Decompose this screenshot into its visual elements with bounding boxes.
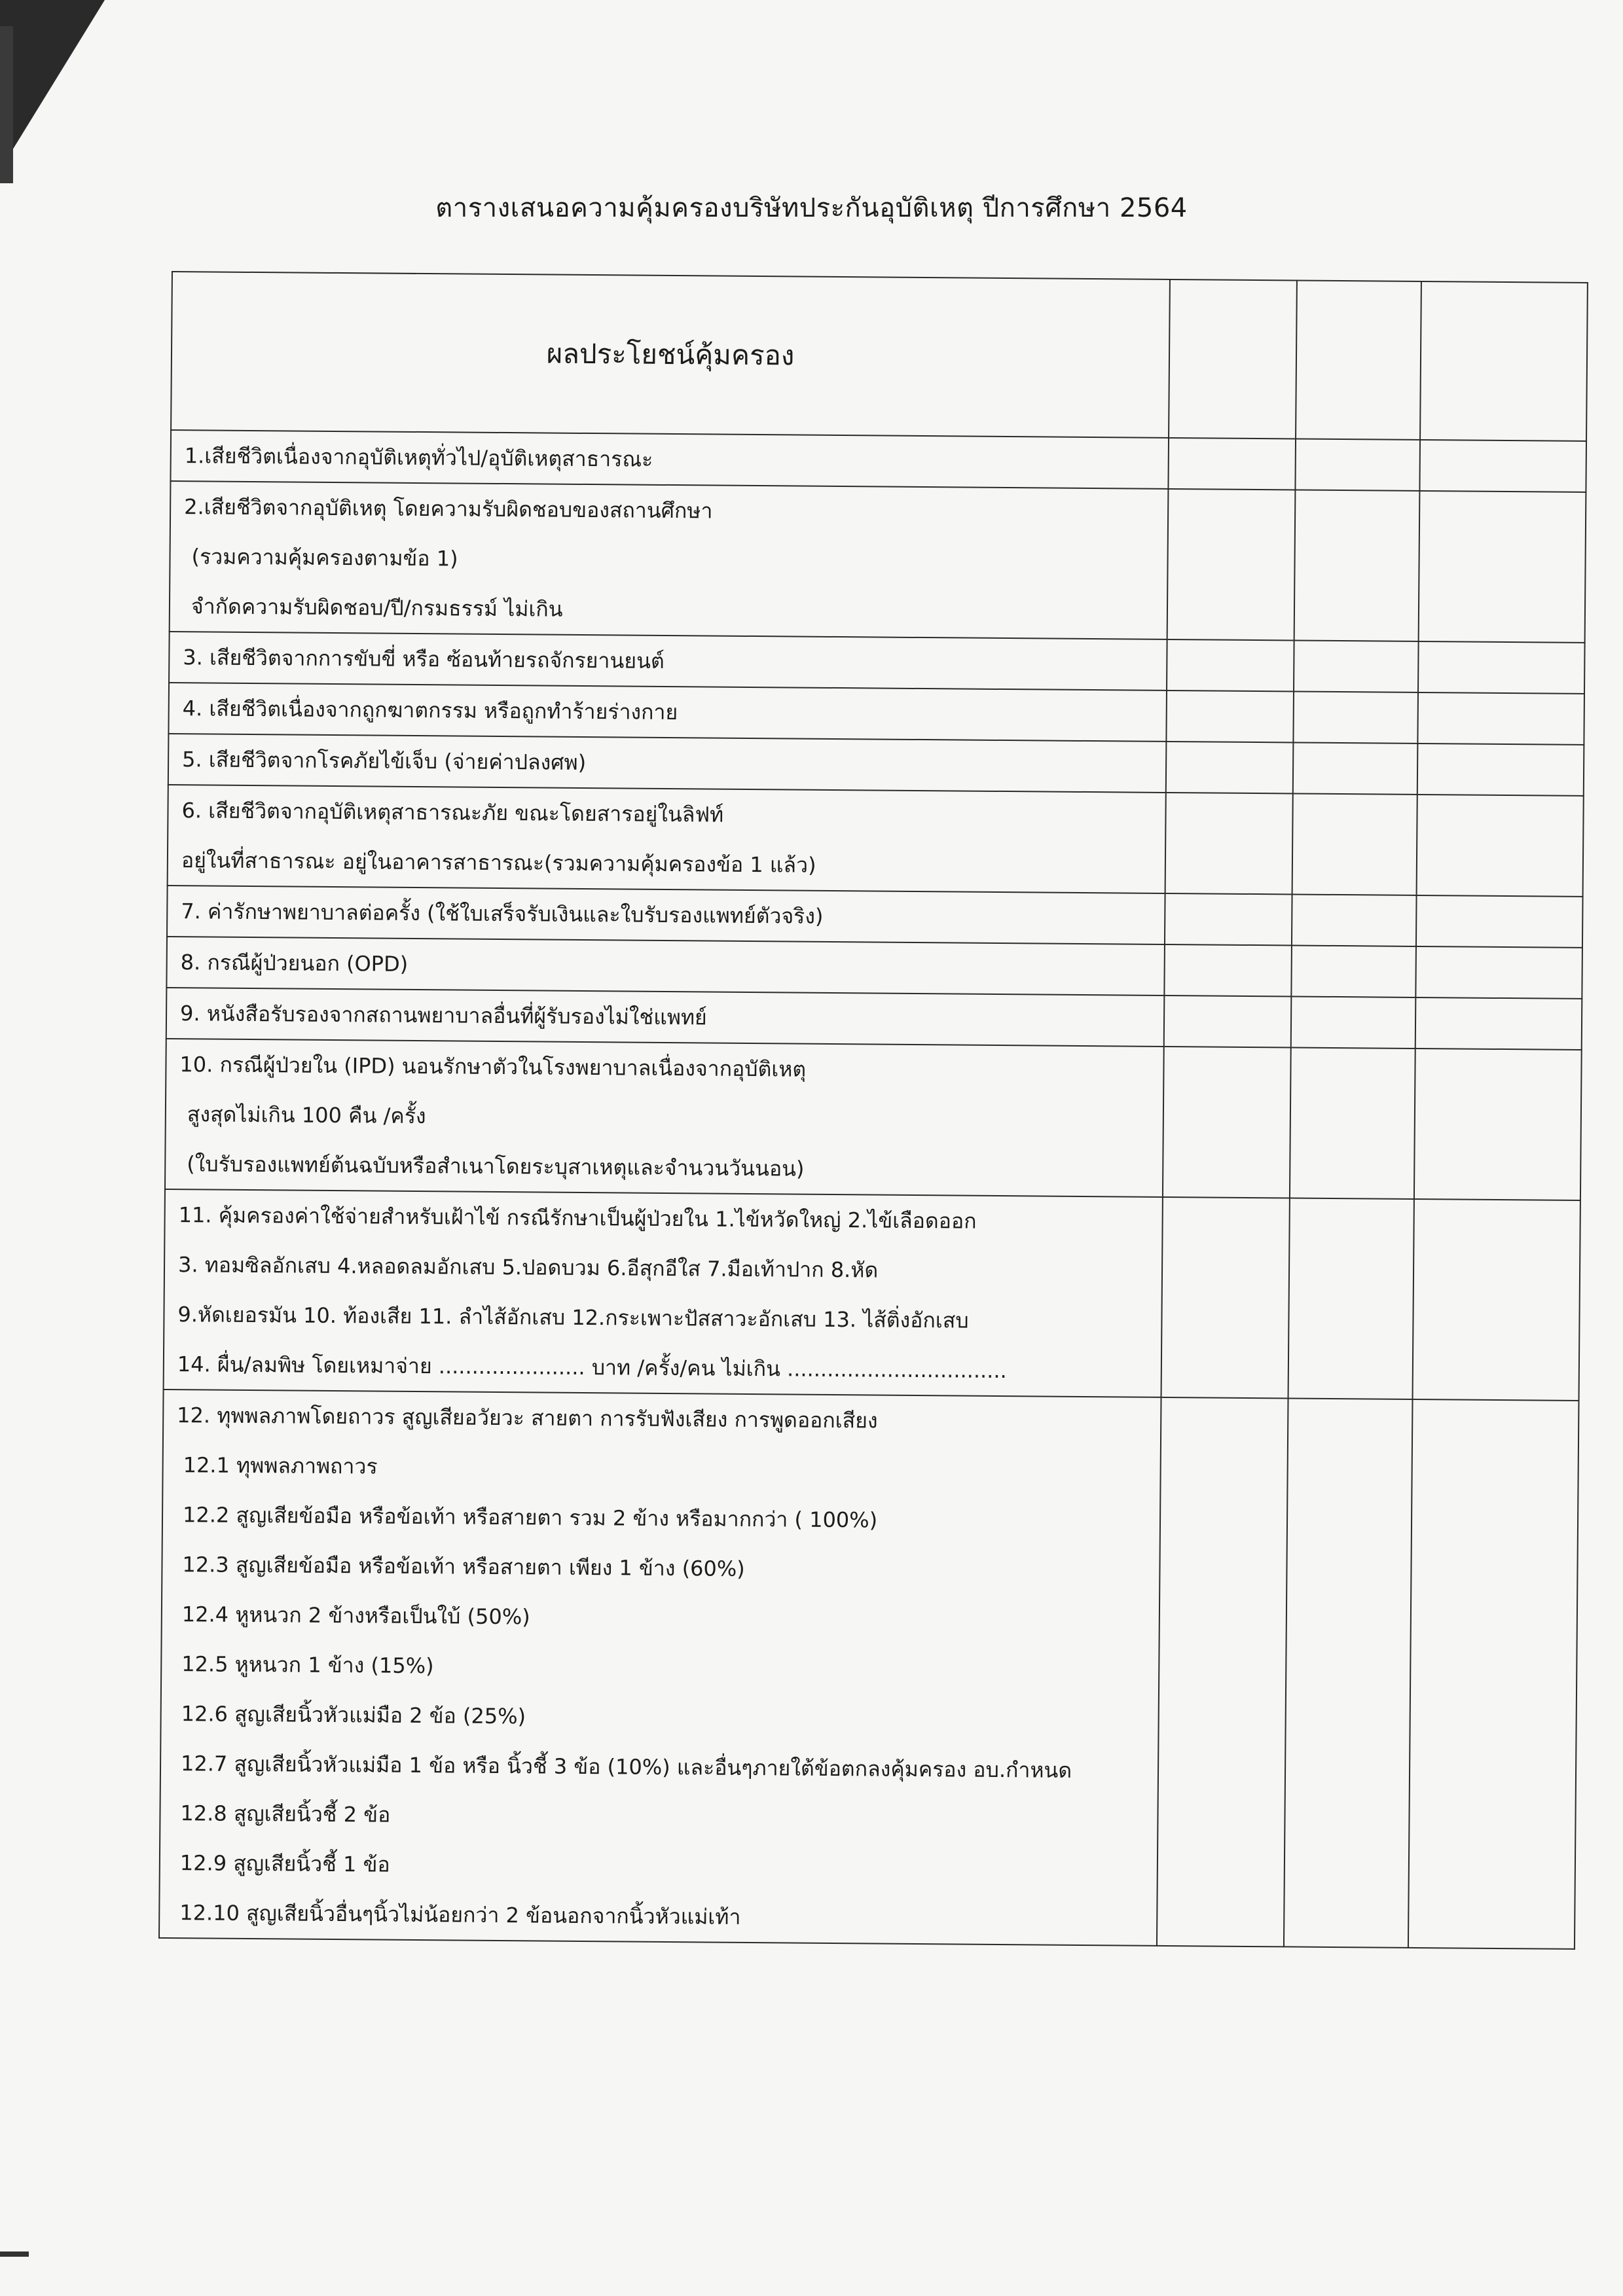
insurer-3-value-cell[interactable] — [1414, 1049, 1582, 1200]
insurer-3-value-cell[interactable] — [1416, 895, 1583, 948]
benefit-item-cell — [168, 734, 1167, 793]
insurer-2-value-cell[interactable] — [1291, 996, 1416, 1048]
benefit-line: 12.6 สูญเสียนิ้วหัวแม่มือ 2 ข้อ (25%) — [181, 1701, 526, 1729]
table-row — [164, 1189, 1580, 1401]
insurer-1-value-cell[interactable] — [1167, 489, 1296, 641]
insurer-1-value-cell[interactable] — [1163, 1047, 1291, 1198]
benefit-line: 12.2 สูญเสียข้อมือ หรือข้อเท้า หรือสายตา รวม 2 ข้าง หรือมากกว่า ( 100%) — [182, 1502, 878, 1533]
benefit-item-cell — [169, 632, 1167, 691]
benefit-line: 9.หัดเยอรมัน 10. ท้องเสีย 11. ลำไส้อักเสบ 12.กระเพาะปัสสาวะอักเสบ 13. ไส้ติ่งอักเสบ — [177, 1302, 969, 1333]
benefit-line: สูงสุดไม่เกิน 100 คืน /ครั้ง — [187, 1102, 426, 1129]
benefit-item-cell — [168, 785, 1166, 893]
insurer-1-value-cell[interactable] — [1164, 944, 1292, 997]
scan-edge-shadow — [0, 26, 13, 183]
benefit-item-cell — [166, 937, 1165, 996]
insurer-2-value-cell[interactable] — [1290, 1047, 1415, 1198]
insurer-3-value-cell[interactable] — [1417, 744, 1584, 796]
benefit-line: 11. คุ้มครองค่าใช้จ่ายสำหรับเฝ้าไข้ กรณีรักษาเป็นผู้ป่วยใน 1.ไข้หวัดใหญ่ 2.ไข้เลือดออก — [178, 1202, 977, 1234]
insurer-1-value-cell[interactable] — [1166, 742, 1294, 794]
table-row — [168, 785, 1584, 897]
table-row — [159, 1390, 1579, 1949]
insurer-3-value-cell[interactable] — [1419, 491, 1586, 643]
insurer-1-value-cell[interactable] — [1166, 691, 1294, 743]
insurer-3-value-cell[interactable] — [1415, 946, 1582, 999]
benefit-line: 3. เสียชีวิตจากการขับขี่ หรือ ซ้อนท้ายรถจักรยานยนต์ — [183, 645, 665, 673]
insurer-1-value-cell[interactable] — [1165, 893, 1292, 946]
benefit-line: 12.4 หูหนวก 2 ข้างหรือเป็นใบ้ (50%) — [181, 1602, 530, 1630]
benefit-line: 9. หนังสือรับรองจากสถานพยาบาลอื่นที่ผู้รับรองไม่ใช่แพทย์ — [179, 1001, 707, 1030]
insurer-3-value-cell[interactable] — [1417, 692, 1584, 745]
insurer-1-value-cell[interactable] — [1167, 639, 1294, 692]
benefit-line: 12.7 สูญเสียนิ้วหัวแม่มือ 1 ข้อ หรือ นิ้วชี้ 3 ข้อ (10%) และอื่นๆภายใต้ข้อตกลงคุ้มครอง อบ.กำหนด — [180, 1751, 1072, 1783]
benefit-line: 7. ค่ารักษาพยาบาลต่อครั้ง (ใช้ใบเสร็จรับเงินและใบรับรองแพทย์ตัวจริง) — [181, 899, 824, 929]
insurer-1-value-cell[interactable] — [1165, 793, 1293, 895]
benefit-line: จำกัดความรับผิดชอบ/ปี/กรมธรรม์ ไม่เกิน — [191, 594, 563, 622]
benefit-line: 5. เสียชีวิตจากโรคภัยไข้เจ็บ (จ่ายค่าปลงศพ) — [181, 747, 587, 775]
benefit-line: 12.5 หูหนวก 1 ข้าง (15%) — [181, 1651, 434, 1679]
benefit-line: 8. กรณีผู้ป่วยนอก (OPD) — [180, 950, 409, 977]
insurer-column-3[interactable] — [1420, 281, 1588, 441]
insurer-1-value-cell[interactable] — [1164, 996, 1292, 1048]
insurer-1-value-cell[interactable] — [1168, 438, 1296, 490]
benefit-line: 2.เสียชีวิตจากอุบัติเหตุ โดยความรับผิดชอบของสถานศึกษา — [184, 494, 713, 524]
insurer-2-value-cell[interactable] — [1293, 691, 1418, 743]
scan-edge-mark — [0, 2251, 29, 2257]
insurer-2-value-cell[interactable] — [1292, 894, 1417, 946]
insurer-column-1[interactable] — [1169, 279, 1297, 439]
insurer-2-value-cell[interactable] — [1293, 742, 1418, 794]
insurer-1-value-cell[interactable] — [1161, 1197, 1290, 1399]
table-row — [170, 481, 1586, 643]
benefit-line: 12.1 ทุพพลภาพถาวร — [183, 1452, 378, 1479]
insurer-3-value-cell[interactable] — [1417, 795, 1584, 897]
insurer-2-value-cell[interactable] — [1288, 1198, 1414, 1399]
insurer-3-value-cell[interactable] — [1418, 641, 1585, 694]
benefit-line: 6. เสียชีวิตจากอุบัติเหตุสาธารณะภัย ขณะโดยสารอยู่ในลิฟท์ — [181, 798, 724, 827]
benefit-line: (ใบรับรองแพทย์ต้นฉบับหรือสำเนาโดยระบุสาเหตุและจำนวนวันนอน) — [187, 1151, 805, 1181]
table-header-row — [171, 272, 1588, 441]
benefit-item-cell — [168, 683, 1167, 742]
insurer-1-value-cell[interactable] — [1157, 1397, 1288, 1946]
benefit-item-cell — [170, 481, 1169, 639]
document-title: ตารางเสนอความคุ้มครองบริษัทประกันอุบัติเหตุ ปีการศึกษา 2564 — [435, 193, 1188, 223]
insurer-3-value-cell[interactable] — [1415, 997, 1582, 1050]
insurer-2-value-cell[interactable] — [1284, 1398, 1413, 1947]
benefit-line: 12.3 สูญเสียข้อมือ หรือข้อเท้า หรือสายตา เพียง 1 ข้าง (60%) — [182, 1552, 745, 1581]
insurer-2-value-cell[interactable] — [1294, 490, 1420, 641]
benefit-line: 4. เสียชีวิตเนื่องจากถูกฆาตกรรม หรือถูกทำร้ายร่างกาย — [182, 696, 678, 725]
benefit-item-cell — [167, 886, 1165, 944]
benefit-item-cell — [165, 1039, 1164, 1197]
coverage-table — [158, 271, 1588, 1950]
benefit-line: (รวมความคุ้มครองตามข้อ 1) — [191, 544, 458, 571]
benefit-line: 14. ผื่น/ลมพิษ โดยเหมาจ่าย ...................... บาท /ครั้ง/คน ไม่เกิน ................................. — [177, 1352, 1007, 1384]
benefit-line: 1.เสียชีวิตเนื่องจากอุบัติเหตุทั่วไป/อุบัติเหตุสาธารณะ — [184, 443, 653, 472]
insurer-2-value-cell[interactable] — [1291, 945, 1416, 997]
insurer-3-value-cell[interactable] — [1408, 1399, 1579, 1949]
benefit-line: 12.9 สูญเสียนิ้วชี้ 1 ข้อ — [179, 1850, 390, 1877]
insurer-2-value-cell[interactable] — [1292, 793, 1417, 895]
insurer-column-2[interactable] — [1296, 281, 1421, 440]
benefit-item-cell — [170, 430, 1169, 489]
benefit-item-cell — [159, 1390, 1161, 1946]
benefit-line: อยู่ในที่สาธารณะ อยู่ในอาคารสาธารณะ(รวมความคุ้มครองข้อ 1 แล้ว) — [181, 848, 816, 878]
insurer-3-value-cell[interactable] — [1413, 1199, 1580, 1401]
benefit-line: 12.8 สูญเสียนิ้วชี้ 2 ข้อ — [180, 1801, 391, 1827]
scan-corner-shadow — [0, 0, 105, 170]
insurer-2-value-cell[interactable] — [1294, 640, 1419, 692]
table-row — [165, 1039, 1582, 1200]
insurer-3-value-cell[interactable] — [1419, 440, 1586, 492]
benefit-item-cell — [164, 1189, 1163, 1397]
benefit-line: 12. ทุพพลภาพโดยถาวร สูญเสียอวัยวะ สายตา การรับฟังเสียง การพูดออกเสียง — [177, 1403, 878, 1433]
benefit-line: 10. กรณีผู้ป่วยใน (IPD) นอนรักษาตัวในโรงพยาบาลเนื่องจากอุบัติเหตุ — [179, 1052, 807, 1082]
benefit-item-cell — [166, 988, 1165, 1047]
table-body — [159, 430, 1586, 1949]
benefit-line: 12.10 สูญเสียนิ้วอื่นๆนิ้วไม่น้อยกว่า 2 ข้อนอกจากนิ้วหัวแม่เท้า — [179, 1900, 741, 1929]
benefit-line: 3. ทอมซิลอักเสบ 4.หลอดลมอักเสบ 5.ปอดบวม 6.อีสุกอีใส 7.มือเท้าปาก 8.หัด — [177, 1252, 879, 1283]
insurer-2-value-cell[interactable] — [1295, 439, 1420, 490]
benefits-header: ผลประโยชน์คุ้มครอง — [171, 272, 1170, 438]
